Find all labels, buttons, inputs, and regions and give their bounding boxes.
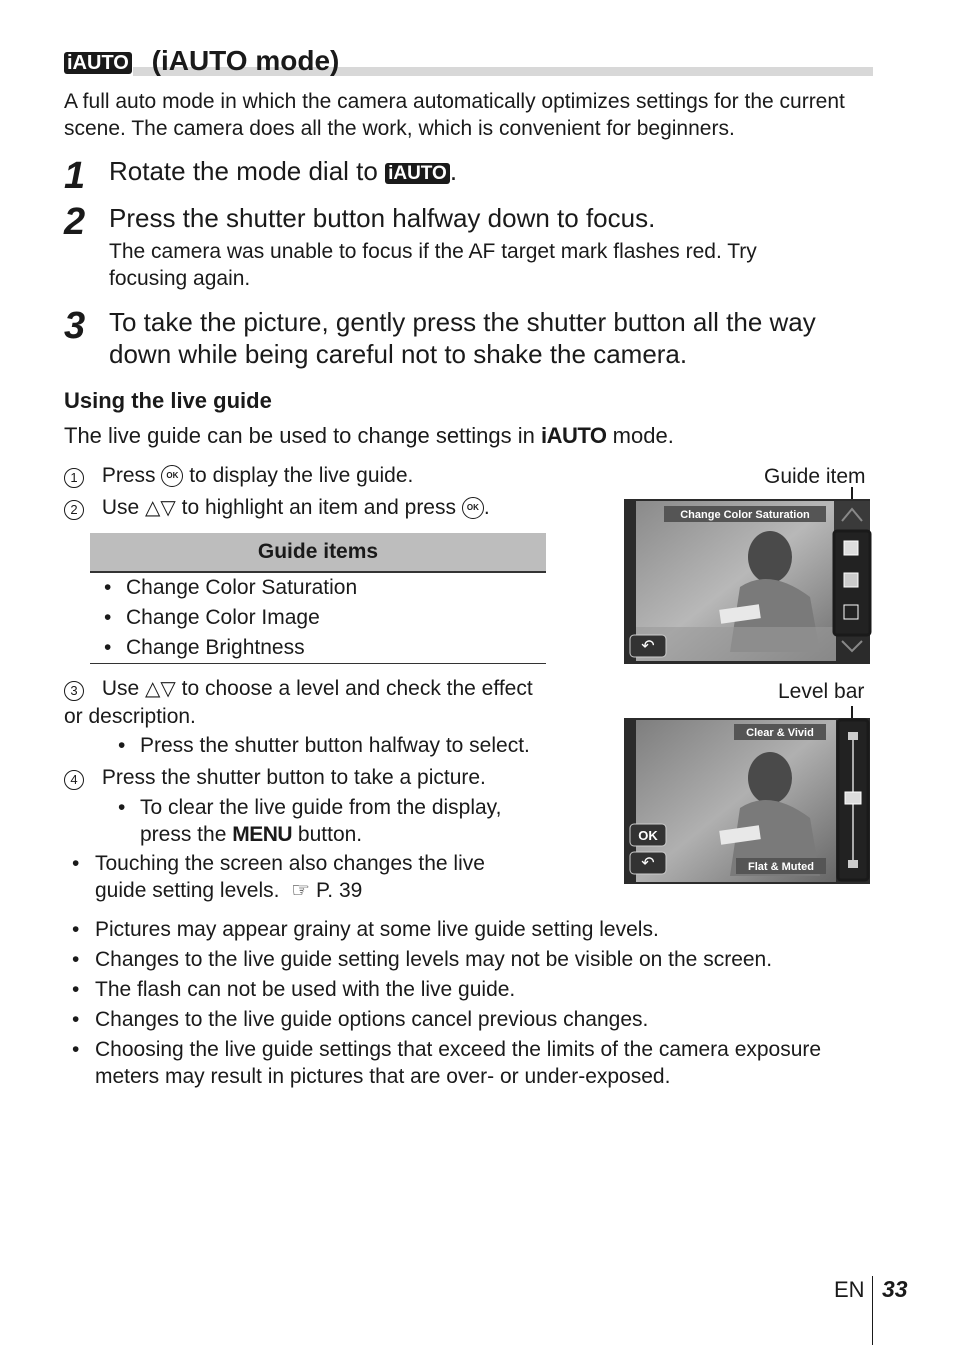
step-3-text: To take the picture, gently press the shutter button all the way down while being careful not to shake the camera. xyxy=(109,307,816,369)
list-item-4 xyxy=(64,764,486,791)
circled-number: 1 xyxy=(64,468,84,488)
item-text: button. xyxy=(297,823,363,846)
lead-text-after: mode. xyxy=(612,423,674,448)
touch-note: • Touching the screen also changes the live guide setting levels. ☞ P. 39 xyxy=(72,852,485,902)
guide-item-label: Guide item xyxy=(764,465,866,488)
lead-text-before: The live guide can be used to change settings in xyxy=(64,423,535,448)
list-item: • Change Brightness xyxy=(90,633,546,663)
section-title-text: (iAUTO mode) xyxy=(151,45,340,76)
step-1-text-after: . xyxy=(449,156,458,186)
guide-items-list xyxy=(90,573,546,664)
screen-2-illustration xyxy=(620,706,876,888)
iauto-icon: iAUTO xyxy=(541,423,607,448)
circled-number: 4 xyxy=(64,770,84,790)
page-reference-icon: ☞ xyxy=(291,879,311,902)
iauto-icon: iAUTO xyxy=(385,163,450,184)
list-item-3 xyxy=(64,675,554,730)
item-text: to choose a level and check the effect or description. xyxy=(64,677,533,728)
step-1-text xyxy=(109,155,457,187)
step-2-number: 2 xyxy=(64,201,86,243)
up-down-arrows-icon: △▽ xyxy=(145,678,176,700)
list-item: • Pictures may appear grainy at some live guide setting levels. xyxy=(72,918,659,941)
list-item-1 xyxy=(64,462,413,489)
list-item: • Changes to the live guide setting levels may not be visible on the screen. xyxy=(72,948,773,971)
intro-text: A full auto mode in which the camera automatically optimizes settings for the current scene. The camera does all the work, which is convenient for beginners. xyxy=(64,90,845,140)
ok-button-icon: OK xyxy=(161,465,183,487)
list-item: • Changes to the live guide options cancel previous changes. xyxy=(72,1008,649,1031)
item-text: Use xyxy=(101,496,140,519)
list-item-2 xyxy=(64,494,490,522)
screen-1-caption: Change Color Saturation xyxy=(680,509,810,521)
step-2-note: The camera was unable to focus if the AF target mark flashes red. Try focusing again. xyxy=(109,240,757,290)
list-item: • The flash can not be used with the live guide. xyxy=(72,978,516,1001)
step-2-text: Press the shutter button halfway down to focus. xyxy=(109,203,656,233)
item-text: To clear the live guide from the display, press the xyxy=(140,796,502,846)
item-3-sub: • Press the shutter button halfway to select. xyxy=(118,732,530,759)
list-item: • Choosing the live guide settings that exceed the limits of the camera exposure meters may result in pictures that are over- or under-exposed. xyxy=(72,1036,882,1090)
step-1-text-before: Rotate the mode dial to xyxy=(109,156,378,186)
level-bottom-label: Flat & Muted xyxy=(748,861,814,873)
item-text: . xyxy=(483,496,490,519)
live-guide-heading: Using the live guide xyxy=(64,388,272,413)
page-reference: P. 39 xyxy=(315,879,363,902)
note-text: Choosing the live guide settings that exceed the limits of the camera exposure meters may result in pictures that are over- or under-exposed. xyxy=(95,1038,822,1088)
item-text: Press the shutter button to take a picture. xyxy=(101,766,486,789)
language-label: EN xyxy=(834,1277,865,1302)
notes-list xyxy=(72,916,882,1090)
touch-note-text: Touching the screen also changes the live guide setting levels. xyxy=(95,852,485,902)
note-text: Pictures may appear grainy at some live guide setting levels. xyxy=(95,918,659,941)
list-item: • Change Color Image xyxy=(90,603,546,633)
ok-button-icon: OK xyxy=(462,497,484,519)
item-text: Use xyxy=(101,677,140,700)
screen-1-illustration xyxy=(620,487,876,667)
back-icon: ↶ xyxy=(641,853,655,872)
menu-button-icon: MENU xyxy=(232,823,293,846)
note-text: The flash can not be used with the live guide. xyxy=(95,978,516,1001)
up-down-arrows-icon: △▽ xyxy=(145,497,176,519)
guide-items-header: Guide items xyxy=(90,533,546,573)
note-text: Changes to the live guide setting levels may not be visible on the screen. xyxy=(95,948,773,971)
list-item: • Change Color Saturation xyxy=(90,573,546,603)
page-number: 33 xyxy=(882,1276,908,1302)
iauto-icon: iAUTO xyxy=(64,52,132,74)
live-guide-lead xyxy=(64,422,674,450)
item-4-sub: • To clear the live guide from the display, press the MENU button. xyxy=(118,796,502,846)
circled-number: 2 xyxy=(64,500,84,520)
step-3-number: 3 xyxy=(64,305,86,347)
ok-button: OK xyxy=(638,828,658,843)
level-bar-label: Level bar xyxy=(778,680,865,703)
note-text: Changes to the live guide options cancel previous changes. xyxy=(95,1008,649,1031)
circled-number: 3 xyxy=(64,681,84,701)
level-top-label: Clear & Vivid xyxy=(746,727,814,739)
footer-divider xyxy=(872,1276,873,1345)
item-text: Press xyxy=(101,464,156,487)
back-icon: ↶ xyxy=(641,636,655,655)
item-text: to highlight an item and press xyxy=(181,496,456,519)
item-text: to display the live guide. xyxy=(189,464,414,487)
step-1-number: 1 xyxy=(64,155,86,197)
section-title xyxy=(64,44,339,78)
